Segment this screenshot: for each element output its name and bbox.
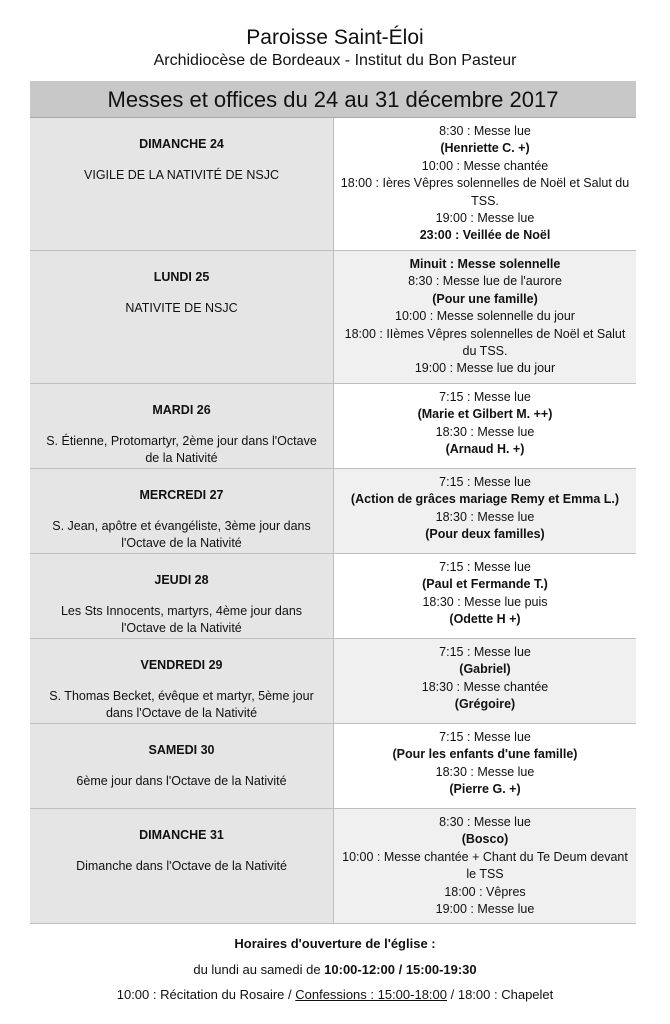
- schedule-banner: Messes et offices du 24 au 31 décembre 2017: [30, 81, 636, 118]
- schedule-row: [30, 639, 636, 724]
- mass-time: 18:00 : Vêpres: [444, 884, 526, 899]
- day-cell: [30, 809, 334, 923]
- mass-intention: (Henriette C. +): [440, 141, 530, 156]
- parish-subtitle: Archidiocèse de Bordeaux - Institut du Bon Pasteur: [153, 52, 517, 69]
- feast-description: Les Sts Innocents, martyrs, 4ème jour dans l'Octave de la Nativité: [60, 604, 303, 635]
- day-name: MERCREDI 27: [139, 488, 224, 502]
- day-name: LUNDI 25: [153, 270, 210, 284]
- day-cell: [30, 384, 334, 468]
- mass-time: 18:30 : Messe lue: [435, 424, 535, 439]
- times-cell: [334, 469, 636, 553]
- day-cell: [30, 639, 334, 723]
- times-cell: [334, 809, 636, 923]
- feast-description: NATIVITE DE NSJC: [125, 301, 238, 315]
- day-name: SAMEDI 30: [148, 743, 215, 757]
- mass-intention: (Pour deux familles): [425, 527, 545, 542]
- mass-time: 7:15 : Messe lue: [439, 645, 531, 659]
- mass-time: 19:00 : Messe lue: [435, 211, 535, 226]
- mass-intention: (Gabriel): [459, 662, 511, 677]
- schedule-row: [30, 724, 636, 809]
- opening-hours-line: [0, 962, 670, 978]
- schedule-table: [30, 118, 636, 924]
- mass-time: 7:15 : Messe lue: [439, 390, 531, 404]
- mass-intention: (Pierre G. +): [449, 782, 521, 797]
- mass-time: 19:00 : Messe lue du jour: [414, 361, 556, 376]
- mass-time: 7:15 : Messe lue: [439, 730, 531, 744]
- feast-description: S. Étienne, Protomartyr, 2ème jour dans l'Octave de la Nativité: [46, 434, 317, 465]
- opening-hours-title: Horaires d'ouverture de l'église :: [234, 936, 436, 951]
- mass-intention: (Paul et Fermande T.): [422, 577, 548, 592]
- schedule-row: [30, 384, 636, 469]
- mass-intention: (Marie et Gilbert M. ++): [417, 407, 553, 422]
- mass-intention: (Bosco): [461, 832, 509, 847]
- times-cell: [334, 639, 636, 723]
- feast-description: Dimanche dans l'Octave de la Nativité: [76, 859, 287, 873]
- times-cell: [334, 251, 636, 383]
- day-name: JEUDI 28: [154, 573, 209, 587]
- mass-time: 18:00 : IIèmes Vêpres solennelles de Noël et Salut du TSS.: [344, 326, 626, 359]
- day-name: MARDI 26: [152, 403, 211, 417]
- mass-time: 18:30 : Messe lue: [435, 764, 535, 779]
- schedule-row: [30, 554, 636, 639]
- schedule-row: [30, 469, 636, 554]
- confessions-text: Confessions : 15:00-18:00: [295, 987, 448, 1002]
- mass-time: 8:30 : Messe lue: [439, 124, 531, 138]
- times-cell: [334, 724, 636, 808]
- mass-time: 10:00 : Messe chantée: [421, 158, 549, 173]
- schedule-row: [30, 809, 636, 924]
- schedule-row: [30, 251, 636, 384]
- mass-time: 18:30 : Messe chantée: [421, 679, 549, 694]
- mass-intention: (Grégoire): [454, 697, 516, 712]
- feast-description: S. Jean, apôtre et évangéliste, 3ème jour dans l'Octave de la Nativité: [52, 519, 311, 550]
- day-cell: [30, 724, 334, 808]
- parish-title: Paroisse Saint-Éloi: [246, 26, 424, 49]
- mass-intention: (Pour les enfants d'une famille): [392, 747, 578, 762]
- feast-description: S. Thomas Becket, évêque et martyr, 5ème jour dans l'Octave de la Nativité: [49, 689, 314, 720]
- mass-time: 8:30 : Messe lue de l'aurore: [408, 274, 562, 289]
- mass-time: 7:15 : Messe lue: [439, 475, 531, 489]
- mass-time: 18:00 : Ières Vêpres solennelles de Noël et Salut du TSS.: [340, 176, 630, 208]
- hours-prefix: du lundi au samedi de: [193, 962, 325, 977]
- hours-value: 10:00-12:00 / 15:00-19:30: [324, 962, 477, 977]
- day-cell: [30, 251, 334, 383]
- day-name: DIMANCHE 24: [139, 137, 224, 151]
- mass-time: 10:00 : Messe solennelle du jour: [395, 309, 575, 324]
- feast-description: 6ème jour dans l'Octave de la Nativité: [76, 774, 287, 788]
- mass-time: 18:30 : Messe lue: [435, 509, 535, 524]
- mass-intention: 23:00 : Veillée de Noël: [419, 228, 551, 243]
- feast-description: VIGILE DE LA NATIVITÉ DE NSJC: [84, 168, 279, 182]
- mass-intention: Minuit : Messe solennelle: [409, 257, 561, 271]
- mass-intention: (Odette H +): [449, 612, 521, 627]
- day-cell: [30, 118, 334, 250]
- schedule-row: [30, 118, 636, 251]
- page-header: [0, 26, 670, 71]
- times-cell: [334, 118, 636, 250]
- mass-time: 8:30 : Messe lue: [439, 815, 531, 829]
- mass-intention: (Action de grâces mariage Remy et Emma L.): [350, 492, 620, 507]
- mass-time: 10:00 : Messe chantée + Chant du Te Deum devant le TSS: [342, 849, 628, 882]
- mass-intention: (Pour une famille): [432, 291, 538, 306]
- opening-hours-footer: [0, 936, 670, 1003]
- day-name: VENDREDI 29: [140, 658, 223, 672]
- mass-time: 18:30 : Messe lue puis: [422, 594, 548, 609]
- daily-offices-line: [0, 987, 670, 1003]
- mass-intention: (Arnaud H. +): [445, 442, 525, 457]
- mass-time: 7:15 : Messe lue: [439, 560, 531, 574]
- day-name: DIMANCHE 31: [139, 828, 224, 842]
- chapelet-text: / 18:00 : Chapelet: [447, 987, 554, 1002]
- day-cell: [30, 469, 334, 553]
- rosary-text: 10:00 : Récitation du Rosaire /: [116, 987, 296, 1002]
- day-cell: [30, 554, 334, 638]
- mass-time: 19:00 : Messe lue: [435, 902, 535, 917]
- times-cell: [334, 384, 636, 468]
- times-cell: [334, 554, 636, 638]
